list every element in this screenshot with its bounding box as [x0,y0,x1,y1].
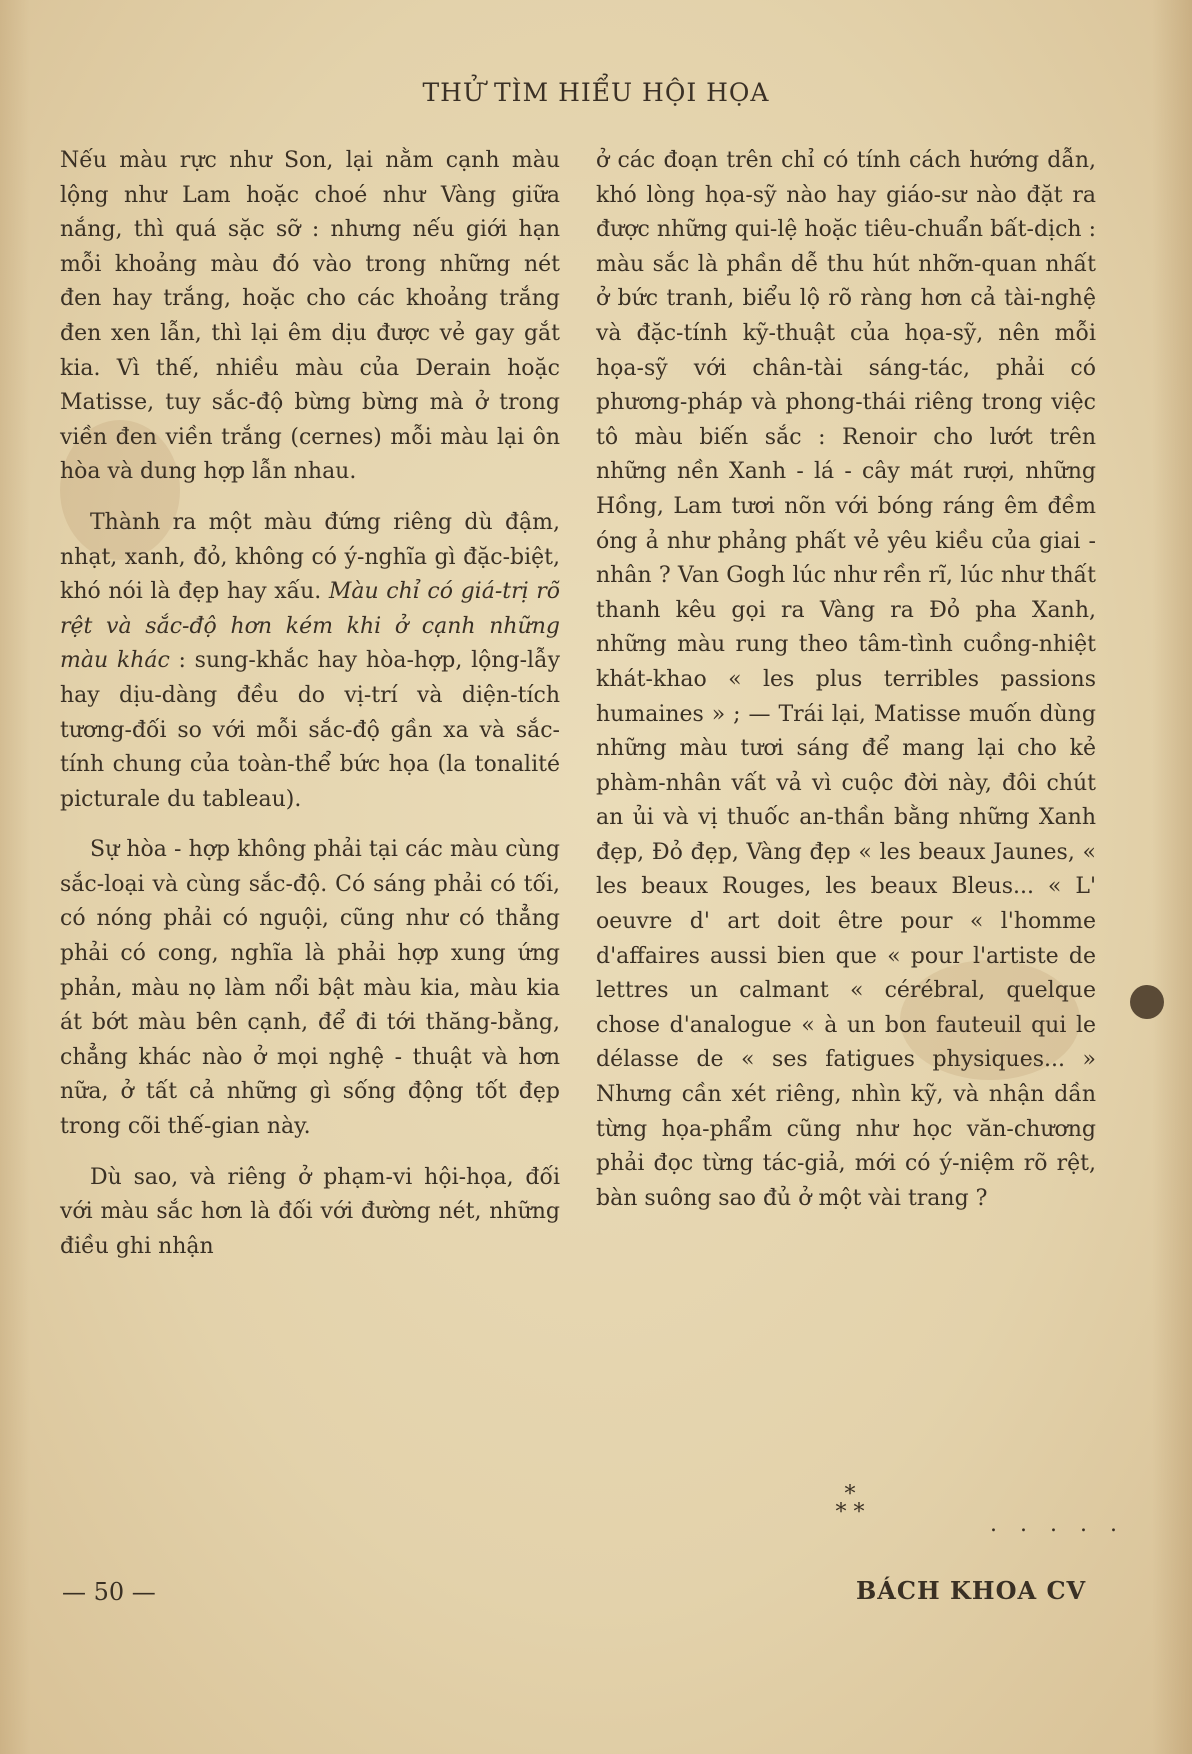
paragraph: Dù sao, và riêng ở phạm-vi hội-họa, đối với màu sắc hơn là đối với đường nét, những điều ghi nhận [60,1164,560,1259]
paragraph: Sự hòa - hợp không phải tại các màu cùng sắc-loại và cùng sắc-độ. Có sáng phải có tối, có nóng phải có nguội, cũng như có thẳng phải có cong, nghĩa là phải hợp xung ứng phản, màu nọ làm nổi bật màu kia, màu kia át bớt màu bên cạnh, để đi tới thăng-bằng, chẳng khác nào ở mọi nghệ - thuật và hơn nữa, ở tất cả những gì sống động tốt đẹp trong cõi thế-gian này. [60,837,560,1140]
page-edge-shadow-right [1152,0,1192,1754]
paragraph: Nếu màu rực như Son, lại nằm cạnh màu lộng như Lam hoặc choé như Vàng giữa nắng, thì quá sặc sỡ : nhưng nếu giới hạn mỗi khoảng màu đó vào trong những nét đen hay trắng, hoặc cho các khoảng trắng đen xen lẫn, thì lại êm dịu được vẻ gay gắt kia. Vì thế, nhiều màu của Derain hoặc Matisse, tuy sắc-độ bừng bừng mà ở trong viền đen viền trắng (cernes) mỗi màu lại ôn hòa và dung hợp lẫn nhau. [60,148,560,485]
italic-text: Màu chỉ có giá-trị rõ rệt và sắc-độ hơn kém khi ở cạnh những màu khác [60,579,561,674]
paper-damage-mark [1130,985,1164,1019]
page-edge-shadow-left [0,0,30,1754]
magazine-name: BÁCH KHOA CV [856,1576,1087,1605]
paragraph: ở các đoạn trên chỉ có tính cách hướng dẫn, khó lòng họa-sỹ nào hay giáo-sư nào đặt ra được những qui-lệ hoặc tiêu-chuẩn bất-dịch : màu sắc là phần dễ thu hút nhỡn-quan nhất ở bức tranh, biểu lộ rõ ràng hơn cả tài-nghệ và đặc-tính kỹ-thuật của họa-sỹ, nên mỗi họa-sỹ với chân-tài sáng-tác, phải có phương-pháp và phong-thái riêng trong việc tô màu biến sắc : Renoir cho lướt trên những nền Xanh - lá - cây mát rượi, những Hồng, Lam tươi nõn với bóng ráng êm đềm óng ả như phảng phất vẻ yêu kiều của giai - nhân ? Van Gogh lúc như rền rĩ, lúc như thất thanh kêu gọi ra Vàng ra Đỏ pha Xanh, những màu rung theo tâm-tình cuồng-nhiệt khát-khao « les plus terribles passions humaines » ; — Trái lại, Matisse muốn dùng những màu tươi sáng để mang lại cho kẻ phàm-nhân vất vả vì cuộc đời này, đôi chút an ủi và vị thuốc an-thần bằng những Xanh đẹp, Đỏ đẹp, Vàng đẹp « les beaux Jaunes, « les beaux Rouges, les beaux Bleus... « L' oeuvre d' art doit être pour « l'homme d'affaires aussi bien que « pour l'artiste de lettres un calmant « cérébral, quelque chose d'analogue « à un bon fauteuil qui le délasse de « ses fatigues physiques... » Nhưng cần xét riêng, nhìn kỹ, và nhận dần từng họa-phẩm cũng như học văn-chương phải đọc từng tác-giả, mới có ý-niệm rõ rệt, bàn suông sao đủ ở một vài trang ? [596,148,1096,1211]
page-number: — 50 — [62,1578,156,1606]
ellipsis-dots: . . . . . [990,1512,1125,1537]
section-separator-asterisks [820,1482,880,1525]
paragraph [60,506,560,817]
left-column [60,144,560,1264]
page-header: THỬ TÌM HIỂU HỘI HỌA [422,78,770,107]
asterisk: * [844,1482,856,1507]
right-column [596,144,1096,1216]
paragraph-text: Thành ra một màu đứng riêng dù đậm, nhạt, xanh, đỏ, không có ý-nghĩa gì đặc-biệt, khó nói là đẹp hay xấu. [60,509,560,605]
paragraph-text: : sung-khắc hay hòa-hợp, lộng-lẫy hay dịu-dàng đều do vị-trí và diện-tích tương-đối so với mỗi sắc-độ gần xa và sắc-tính chung của toàn-thể bức họa (la tonalité picturale du tableau). [60,648,561,812]
asterisks: * * [835,1500,865,1525]
